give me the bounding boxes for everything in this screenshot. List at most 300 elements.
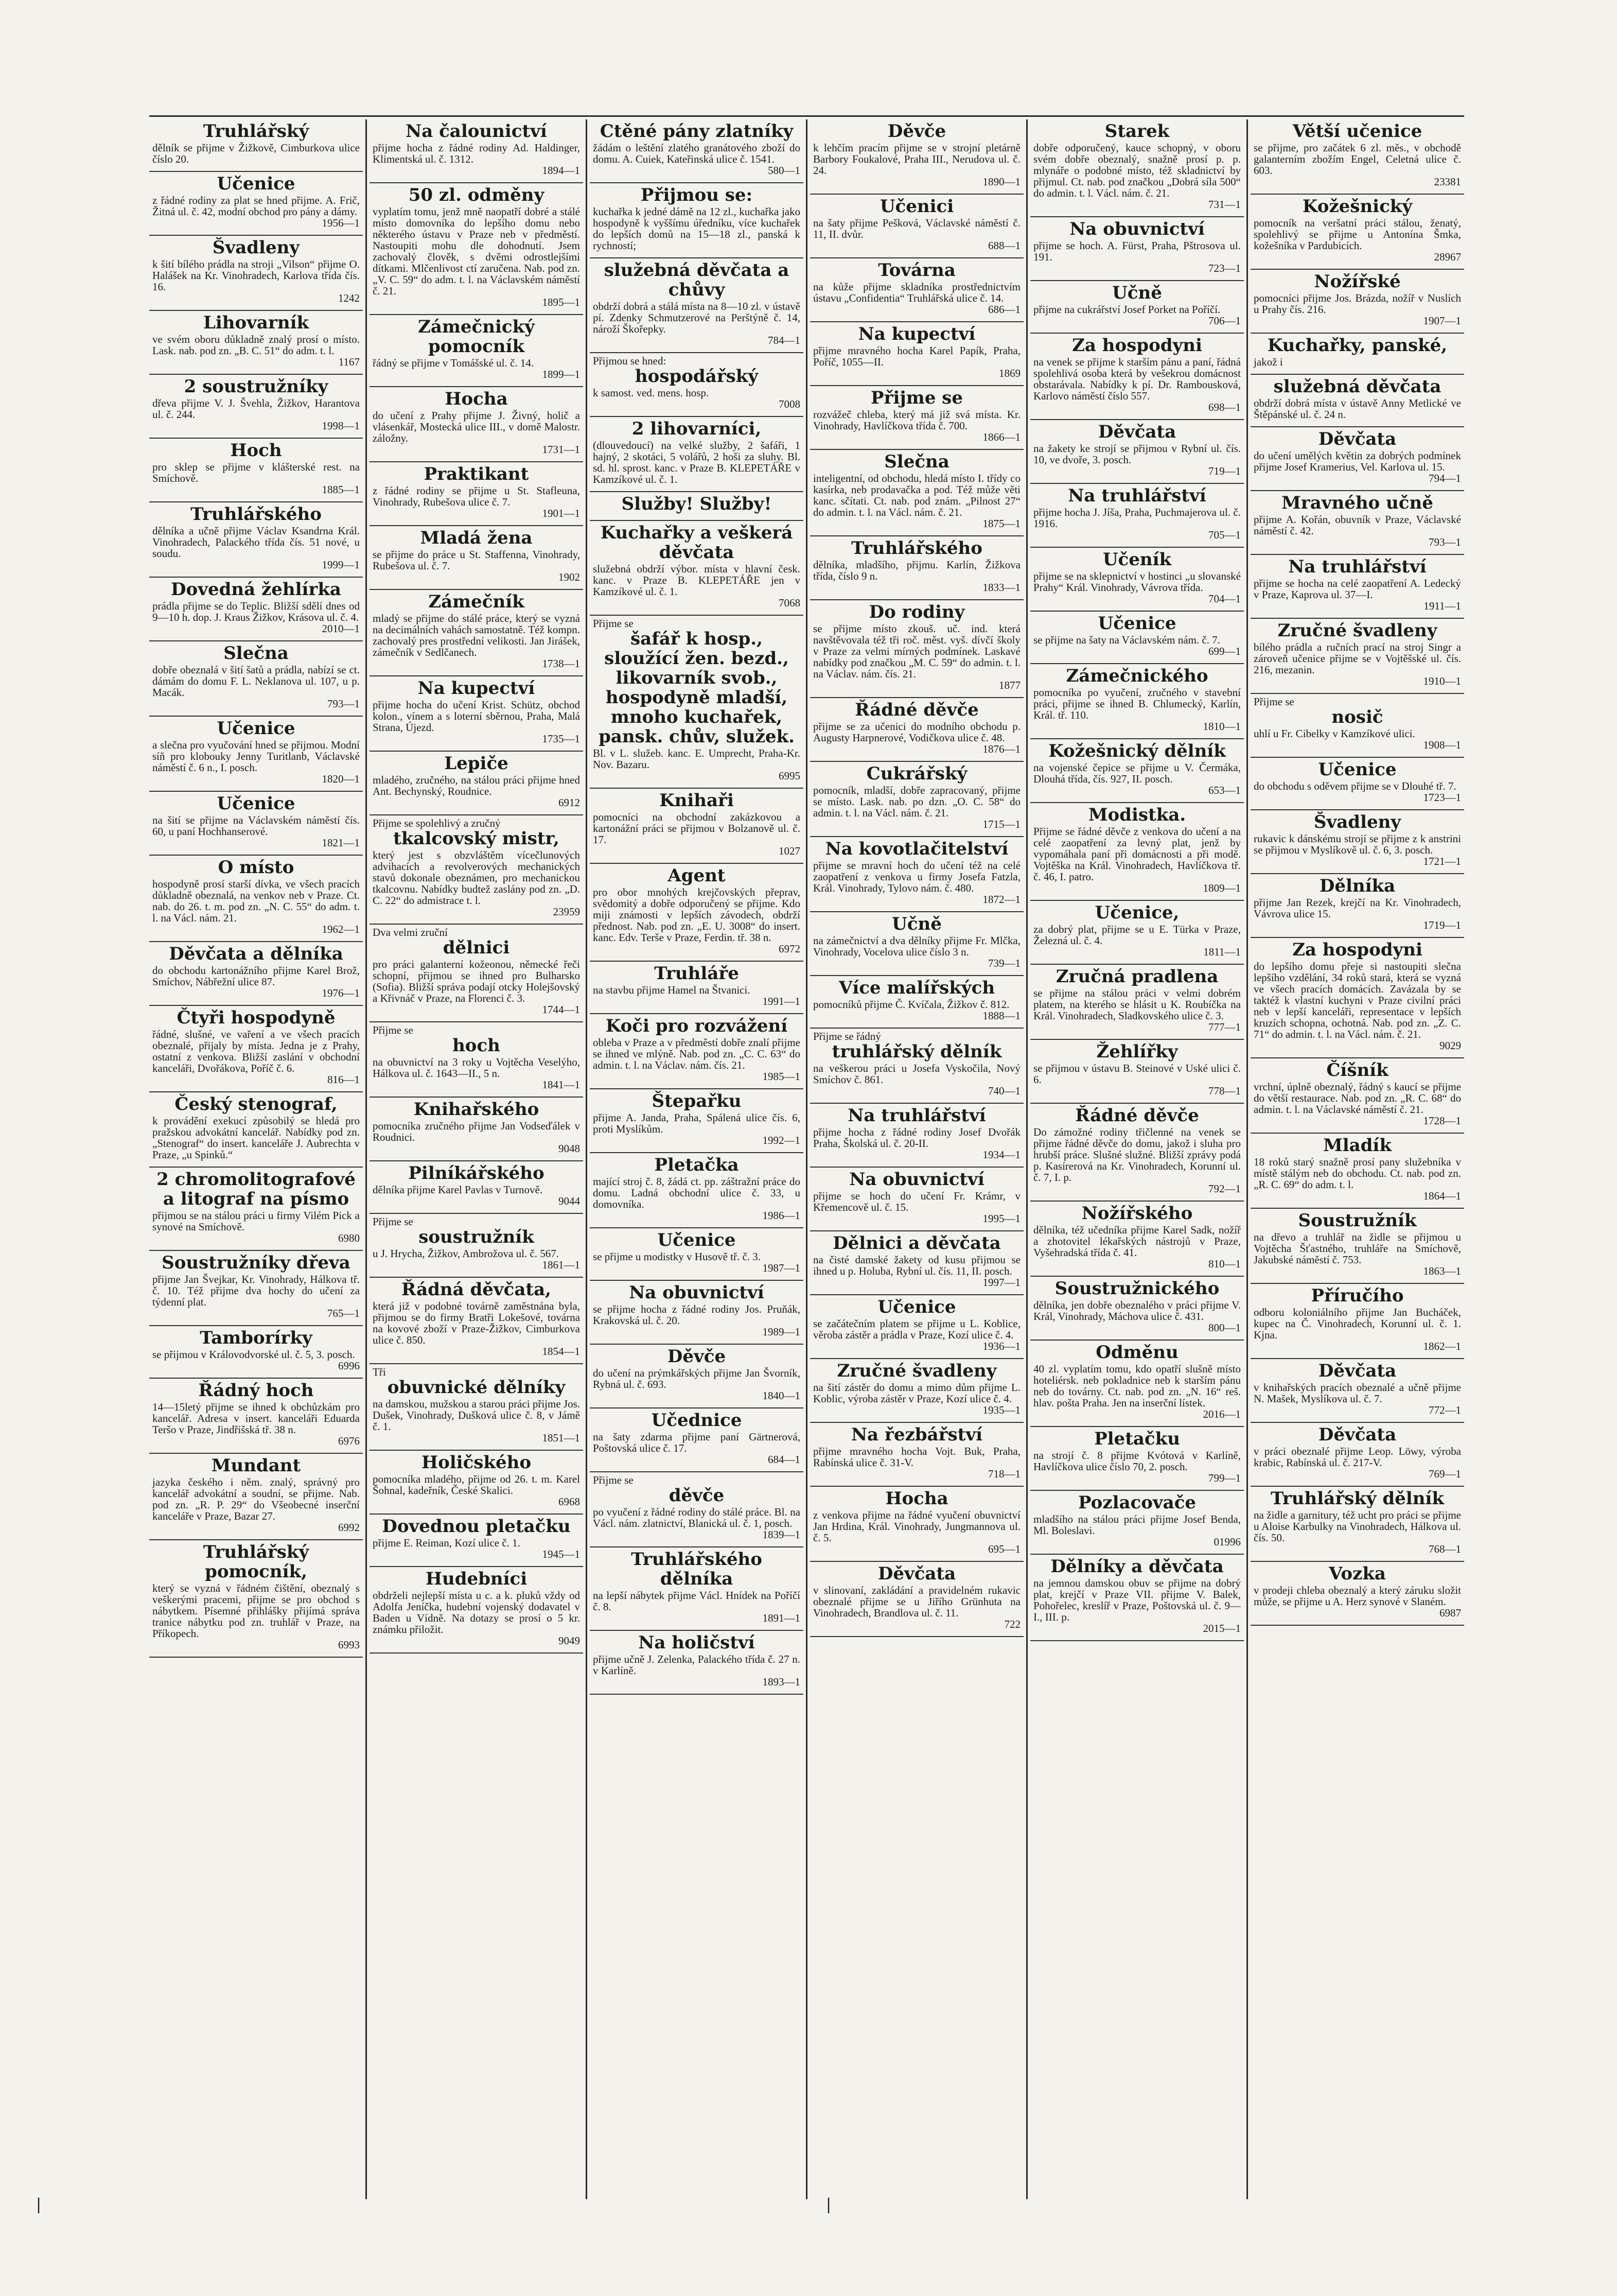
ad-number: 1991—1 bbox=[762, 995, 800, 1007]
ad-heading: Děvčata bbox=[1318, 1424, 1397, 1445]
ad-heading: Na řezbářství bbox=[851, 1424, 983, 1445]
classified-ad bbox=[810, 258, 1024, 322]
ad-heading: Knihařského bbox=[413, 1099, 539, 1120]
ad-heading: Zámečník bbox=[428, 592, 524, 612]
ad-number: 1908—1 bbox=[1423, 739, 1461, 751]
column-rule bbox=[1026, 119, 1028, 2199]
classified-ad bbox=[149, 119, 363, 172]
classified-ad bbox=[1030, 803, 1244, 901]
ad-number: 794—1 bbox=[1429, 472, 1461, 484]
ad-body: inteligentní, od obchodu, hledá místo I. třídy co kasírka, neb prodavačka a pod. Též může věti kanc. sčítati. Ct. nab. pod znám. „Pilnost 27“ do admin. t. l. na Václ. nám. č. 21. bbox=[813, 472, 1021, 518]
ad-body: přijme Jan Švejkar, Kr. Vinohrady, Hálkova tř. č. 10. Též přijme dva hochy do učení za týdenní plat. bbox=[152, 1273, 360, 1308]
classified-ad bbox=[149, 172, 363, 236]
classified-ad bbox=[590, 1228, 803, 1281]
ad-body: vyplatím tomu, jenž mně naopatří dobré a stálé místo domovníka do lepšího domu nebo některého ústavu v Praze neb v předměstí. Nastoupiti mohu dle dohodnutí. Jsem zachovalý člověk, s dvěmi odrostlejšími dítkami. Mlčenlivost ctí zaručena. Nab. pod zn. „V. C. 59“ do adm. t. l. na Václavském náměstí č. 21. bbox=[373, 205, 580, 297]
ad-prefix: Přijme se bbox=[373, 1024, 413, 1036]
classified-ad bbox=[1251, 1209, 1464, 1284]
ad-heading: Dělnici a děvčata bbox=[833, 1233, 1001, 1254]
classified-ad bbox=[370, 925, 583, 1022]
ad-heading: Tamborírky bbox=[200, 1328, 312, 1348]
ad-body: odboru koloniálního přijme Jan Bucháček, kupec na Č. Vinohradech, Korunní ul. č. 1. Kjna. bbox=[1254, 1306, 1461, 1341]
classified-ad bbox=[810, 1168, 1024, 1231]
ad-number: 718—1 bbox=[988, 1468, 1021, 1480]
ad-body: vrchní, úplně obeznalý, řádný s kaucí se přijme do větší restaurace. Nab. pod zn. „R. C. 68“ do admin. t. l. na Václavské náměstí č. 21. bbox=[1254, 1081, 1461, 1116]
ad-heading: Větší učenice bbox=[1292, 121, 1422, 142]
ad-heading: truhlářský dělník bbox=[832, 1041, 1002, 1062]
ad-heading: nosič bbox=[1331, 707, 1383, 727]
ad-number: 1866—1 bbox=[982, 431, 1021, 443]
classified-ad bbox=[590, 1408, 803, 1472]
classified-ad bbox=[1251, 334, 1464, 375]
classified-ad bbox=[149, 311, 363, 375]
classified-ad bbox=[1030, 484, 1244, 548]
ad-number: 1861—1 bbox=[542, 1259, 580, 1271]
ad-column bbox=[1251, 119, 1464, 2199]
ad-number: 723—1 bbox=[1208, 262, 1241, 274]
ad-body: Bl. v L. služeb. kanc. E. Umprecht, Praha-Kr. Nov. Bazaru. bbox=[593, 747, 800, 771]
classified-ad bbox=[590, 119, 803, 183]
ad-heading: Více malířských bbox=[838, 978, 995, 998]
ad-number: 1027 bbox=[779, 845, 800, 857]
classified-ad bbox=[590, 1472, 803, 1547]
ad-number: 6992 bbox=[338, 1521, 360, 1534]
ad-body: pomocníci na obchodní zakázkovou a kartonážní práci se přijmou v Bolzanově ul. č. 17. bbox=[593, 811, 800, 846]
ad-body: dělníka, jen dobře obeznalého v práci přijme V. Král, Vinohrady, Máchova ulice č. 431. bbox=[1033, 1299, 1241, 1323]
ad-heading: Číšník bbox=[1326, 1060, 1388, 1081]
ad-body: Přijme se řádné děvče z venkova do učení a na celé zaopatření za levný plat, jenž by vypomáhala paní při domácnosti a při modě. Vojtěška na Král. Vinohradech, Havlíčkova tř. č. 46, I. patro. bbox=[1033, 825, 1241, 883]
ad-number: 1999—1 bbox=[322, 559, 360, 571]
ad-number: 6912 bbox=[558, 796, 580, 809]
ad-body: mladého, zručného, na stálou práci přijme hned Ant. Bechynský, Roudnice. bbox=[373, 774, 580, 797]
ad-number: 1875—1 bbox=[982, 517, 1021, 530]
ad-prefix: Tři bbox=[373, 1366, 386, 1378]
ad-body: přijme se hoch do učení Fr. Krámr, v Křemencově ul. č. 15. bbox=[813, 1190, 1021, 1213]
top-border bbox=[149, 115, 1464, 117]
ad-heading: Hoch bbox=[230, 440, 282, 461]
classified-ad bbox=[590, 183, 803, 258]
ad-heading: Učenice bbox=[1098, 613, 1176, 634]
ad-heading: Učenice bbox=[657, 1230, 736, 1250]
classified-ad bbox=[1251, 375, 1464, 427]
ad-number: 1731—1 bbox=[542, 443, 580, 456]
classified-ad bbox=[590, 1153, 803, 1228]
ad-number: 1901—1 bbox=[542, 507, 580, 519]
classified-ad bbox=[370, 119, 583, 183]
ad-number: 23381 bbox=[1434, 176, 1461, 188]
ad-body: přijme hocha z řádné rodiny Ad. Haldinger, Klimentská ul. č. 1312. bbox=[373, 142, 580, 165]
ad-heading: Kožešnický bbox=[1302, 196, 1413, 217]
ad-body: služebná obdrží výbor. místa v hlavní česk. kanc. v Praze B. KLEPETÁŘE jen v Kamzíkové ul. č. 1. bbox=[593, 563, 800, 598]
ad-column bbox=[1030, 119, 1244, 2199]
ad-heading: Na truhlářství bbox=[1068, 485, 1206, 506]
ad-number: 1956—1 bbox=[322, 217, 360, 229]
ad-body: Do zámožné rodiny třičlenné na venek se přijme řádné děvče do domu, jakož i sluha pro hrubší práce. Slušné služné. Bližší zprávy podá p. Kasírerová na Kr. Vinohradech, Korunní ul. č. 7, I. p. bbox=[1033, 1126, 1241, 1184]
ad-number: 2010—1 bbox=[322, 622, 360, 635]
ad-number: 778—1 bbox=[1208, 1085, 1241, 1097]
ad-body: na kůže přijme skladníka prostřednictvím ústavu „Confidentia“ Truhlářská ulice č. 14. bbox=[813, 281, 1021, 304]
ad-number: 784—1 bbox=[768, 334, 800, 346]
ad-number: 1989—1 bbox=[762, 1326, 800, 1338]
classified-ad bbox=[810, 1231, 1024, 1295]
ad-heading: Ctěné pány zlatníky bbox=[600, 121, 794, 142]
classified-ad bbox=[149, 1540, 363, 1658]
ad-body: se přijme u modistky v Husově tř. č. 3. bbox=[593, 1250, 761, 1263]
ad-column bbox=[149, 119, 363, 2199]
classified-ad bbox=[1251, 270, 1464, 334]
ad-heading: Zručné švadleny bbox=[837, 1361, 997, 1381]
ad-number: 686—1 bbox=[988, 303, 1021, 316]
ad-number: 7068 bbox=[779, 597, 800, 609]
ad-body: do učení na prýmkářských přijme Jan Švorník, Rybná ul. č. 693. bbox=[593, 1367, 800, 1390]
ad-heading: Děvčata a dělníka bbox=[169, 944, 343, 964]
ad-heading: Truhlářského bbox=[851, 538, 982, 559]
ad-number: 6987 bbox=[1439, 1607, 1461, 1619]
ad-body: na šaty přijme Pešková, Václavské náměstí č. 11, II. dvůr. bbox=[813, 217, 1021, 240]
ad-heading: Do rodiny bbox=[869, 602, 965, 622]
ad-body: prádla přijme se do Teplic. Bližší sdělí dnes od 9—10 h. dop. J. Kraus Žižkov, Krásova ul. č. 4. bbox=[152, 600, 360, 623]
ad-heading: Mladá žena bbox=[420, 528, 533, 548]
ad-number: 1888—1 bbox=[982, 1010, 1021, 1022]
ad-number: 1744—1 bbox=[542, 1003, 580, 1016]
ad-body: pro sklep se přijme v klášterské rest. na Smíchově. bbox=[152, 461, 360, 484]
ad-body: 14—15letý přijme se ihned k obchůzkám pro kancelář. Adresa v insert. kanceláři Eduarda Teršo v Praze, Jindřišská tř. 38 n. bbox=[152, 1401, 360, 1436]
ad-body: který jest s obzvláštěm vícečlunových advihacích a revolverových mechanických stavů dokonale obeznámen, pro mechanickou tkalcovnu. Nabídky budtež zaslány pod zn. „D. C. 22“ do admistrace t. l. bbox=[373, 849, 580, 907]
ad-heading: Na kovotlačitelství bbox=[825, 839, 1009, 859]
classified-ad bbox=[1030, 1104, 1244, 1202]
classified-ad bbox=[1251, 195, 1464, 270]
ad-body: mladšího na stálou práci přijme Josef Benda, Ml. Boleslavi. bbox=[1033, 1513, 1241, 1537]
ad-number: 653—1 bbox=[1208, 784, 1241, 796]
ad-heading: dělnici bbox=[443, 937, 510, 958]
ad-heading: Hocha bbox=[445, 389, 508, 409]
ad-heading: Kuchařky a veškerá děvčata bbox=[600, 523, 793, 563]
ad-number: 6980 bbox=[338, 1232, 360, 1244]
classified-ad bbox=[149, 717, 363, 792]
ad-body: pomocník na veršatní práci stálou, ženatý, spolehlivý se přijme u Antonína Šmka, kožešníka v Pardubicích. bbox=[1254, 217, 1461, 252]
ad-number: 1862—1 bbox=[1423, 1340, 1461, 1352]
column-rule bbox=[1246, 119, 1248, 2199]
ad-heading: Děvčata bbox=[1318, 429, 1397, 449]
classified-ad bbox=[370, 815, 583, 925]
ad-body: na židle a garnitury, též ucht pro práci se přijme u Aloise Karbulky na Vinohradech, Hálkova ul. čís. 50. bbox=[1254, 1509, 1461, 1544]
ad-number: 1902 bbox=[558, 571, 580, 583]
ad-heading: Zámečnický pomocník bbox=[418, 317, 535, 357]
ad-heading: 50 zl. odměny bbox=[408, 185, 544, 205]
classified-ad bbox=[149, 1092, 363, 1168]
classified-ad bbox=[590, 962, 803, 1014]
ad-prefix: Přijme se bbox=[1254, 695, 1294, 708]
ad-heading: Koči pro rozvážení bbox=[605, 1016, 788, 1036]
ad-heading: Štepařku bbox=[652, 1091, 742, 1111]
margin-mark: | bbox=[826, 2196, 832, 2214]
ad-heading: Továrna bbox=[878, 260, 956, 281]
ad-prefix: Přijmou se hned: bbox=[593, 355, 666, 367]
ad-heading: Cukrářský bbox=[866, 763, 968, 784]
ad-heading: Zručné švadleny bbox=[1277, 620, 1437, 641]
classified-ad bbox=[149, 375, 363, 439]
ad-number: 1839—1 bbox=[762, 1528, 800, 1541]
classified-ad bbox=[1251, 1487, 1464, 1562]
classified-ad bbox=[1030, 548, 1244, 612]
ad-number: 699—1 bbox=[1208, 645, 1241, 657]
classified-ad bbox=[590, 1547, 803, 1631]
ad-body: hospodyně prosí starší dívka, ve všech pracích důkladně obeznalá, na venkov neb v Praze. Ct. nab. do 26. t. m. pod zn. „N. C. 55“ do adm. t. l. na Václ. nám. 21. bbox=[152, 878, 360, 924]
ad-number: 1721—1 bbox=[1423, 855, 1461, 867]
ad-body: dělníka, mladšího, přijmu. Karlín, Žižkova třída, číslo 9 n. bbox=[813, 559, 1021, 582]
ad-heading: Soustružník bbox=[1298, 1210, 1417, 1231]
ad-heading: obuvnické dělníky bbox=[387, 1377, 566, 1398]
ad-body: pomocníka mladého, přijme od 26. t. m. Karel Šohnal, kadeřník, České Skalici. bbox=[373, 1473, 580, 1497]
ad-heading: Čtyři hospodyně bbox=[177, 1007, 336, 1028]
ad-body: dělníka, též učedníka přijme Karel Sadk, nožíř a zhotovitel lékařských nástrojů v Praze, Vyšehradská třída č. 41. bbox=[1033, 1224, 1241, 1259]
ad-body: dělník se přijme v Žižkově, Cimburkova ulice číslo 20. bbox=[152, 142, 360, 165]
ad-number: 1738—1 bbox=[542, 657, 580, 670]
ad-prefix: Přijme se bbox=[373, 1215, 413, 1228]
ad-heading: Starek bbox=[1104, 121, 1170, 142]
ad-body: řádný se přijme v Tomášské ul. č. 14. bbox=[373, 357, 534, 369]
classified-ad bbox=[370, 676, 583, 752]
ad-number: 793—1 bbox=[1429, 536, 1461, 548]
ad-number: 1998—1 bbox=[322, 420, 360, 432]
classified-ad bbox=[810, 1562, 1024, 1637]
classified-ad bbox=[1030, 739, 1244, 803]
ad-heading: Soustružníky dřeva bbox=[162, 1253, 350, 1273]
classified-ad bbox=[810, 976, 1024, 1029]
ad-heading: služebná děvčata bbox=[1273, 376, 1442, 397]
classified-ad bbox=[149, 641, 363, 717]
classified-ad bbox=[1251, 1423, 1464, 1487]
ad-heading: Soustružnického bbox=[1054, 1278, 1220, 1299]
ad-body: z venkova přijme na řádné vyučení obuvnictví Jan Hrdina, Král. Vinohrady, Jungmannova ul. č. 5. bbox=[813, 1509, 1021, 1544]
ad-body: za dobrý plat, přijme se u E. Türka v Praze, Železná ul. č. 4. bbox=[1033, 923, 1241, 947]
ad-heading: Mladík bbox=[1323, 1135, 1392, 1156]
ad-number: 739—1 bbox=[988, 957, 1021, 969]
ad-number: 7008 bbox=[779, 398, 800, 410]
ad-body: přijme hocha J. Jíša, Praha, Puchmajerova ul. č. 1916. bbox=[1033, 506, 1241, 530]
ad-number: 1899—1 bbox=[542, 368, 580, 380]
ad-heading: Pletačka bbox=[654, 1155, 739, 1175]
classified-ad bbox=[590, 789, 803, 864]
ad-heading: Učně bbox=[1112, 283, 1162, 303]
ad-number: 704—1 bbox=[1208, 593, 1241, 605]
ad-body: do obchodu s oděvem přijme se v Dlouhé tř. 7. bbox=[1254, 780, 1456, 792]
ad-body: do obchodu kartonážního přijme Karel Brož, Smíchov, Nábřežní ulice 87. bbox=[152, 964, 360, 988]
ad-heading: Za hospodyni bbox=[1072, 335, 1202, 356]
ad-body: ve svém oboru důkladně znalý prosí o místo. Lask. nab. pod zn. „B. C. 51“ do adm. t. l. bbox=[152, 333, 360, 357]
ad-number: 688—1 bbox=[988, 239, 1021, 252]
ad-heading: Na obuvnictví bbox=[849, 1169, 985, 1190]
ad-number: 1976—1 bbox=[322, 987, 360, 999]
ad-number: 1854—1 bbox=[542, 1345, 580, 1358]
classified-ad bbox=[810, 762, 1024, 837]
ad-heading: Na obuvnictví bbox=[1069, 219, 1205, 239]
ad-heading: Lihovarník bbox=[203, 312, 309, 333]
ad-body: pomocníků přijme Č. Kvíčala, Žižkov č. 812. bbox=[813, 998, 1010, 1011]
classified-ad bbox=[1251, 1134, 1464, 1209]
classified-ad bbox=[149, 942, 363, 1006]
ad-body: na vojenské čepice se přijme u V. Čermáka, Dlouhá třída, čís. 927, II. posch. bbox=[1033, 761, 1241, 785]
ad-number: 695—1 bbox=[988, 1543, 1021, 1555]
ad-heading: Dovednou pletačku bbox=[382, 1516, 571, 1537]
classified-ad bbox=[149, 1168, 363, 1251]
classified-ad bbox=[590, 521, 803, 616]
ad-heading: hospodářský bbox=[635, 366, 759, 387]
ad-body: pomocníka po vyučení, zručného v stavební práci, přijme se ihned B. Chlumecký, Karlín, Král. tř. 110. bbox=[1033, 686, 1241, 721]
ad-body: žádám o leštění zlatého granátového zboží do domu. A. Cuiek, Kateřinská ulice č. 1541. bbox=[593, 142, 800, 165]
ad-number: 777—1 bbox=[1208, 1021, 1241, 1033]
ad-heading: Na obuvnictví bbox=[629, 1282, 764, 1303]
ad-body: 18 roků starý snažně prosí pany služebníka v místě stálým neb do obchodu. Ct. nab. pod zn. „R. C. 69“ do adm. t. l. bbox=[1254, 1156, 1461, 1191]
ad-heading: služebná děvčata a chůvy bbox=[604, 260, 789, 300]
ad-number: 1992—1 bbox=[762, 1134, 800, 1146]
classified-ad bbox=[590, 864, 803, 962]
classified-ad bbox=[810, 1029, 1024, 1104]
ad-body: k lehčím pracím přijme se v strojní pletárně Barbory Foukalové, Praha III., Nerudova ul. č. 24. bbox=[813, 142, 1021, 177]
ad-body: který se vyzná v řádném čištění, obeznalý s veškerými pracemi, přijme se pro obchod s nábytkem. Písemné přihlášky přijímá správa tranice nábytku pod zn. truhlář v Praze, na Příkopech. bbox=[152, 1582, 360, 1640]
ad-number: 6976 bbox=[338, 1435, 360, 1447]
ad-body: na venek se přijme k starším pánu a paní, řádná spolehlivá osoba která by vešekrou domácnost obstarávala. Nabídky k pí. Dr. Rambousková, Karlovo náměstí číslo 557. bbox=[1033, 356, 1241, 402]
classified-ad bbox=[810, 837, 1024, 912]
ad-number: 2015—1 bbox=[1203, 1622, 1241, 1634]
ad-heading: Žehlířky bbox=[1096, 1041, 1178, 1062]
classified-ad bbox=[1030, 965, 1244, 1040]
ad-heading: Pletačku bbox=[1094, 1429, 1180, 1449]
classified-ad bbox=[149, 1379, 363, 1454]
classified-ad bbox=[1030, 1341, 1244, 1427]
ad-number: 1986—1 bbox=[762, 1209, 800, 1222]
ad-heading: 2 soustružníky bbox=[184, 376, 328, 397]
ad-number: 768—1 bbox=[1429, 1543, 1461, 1555]
ad-number: 1997—1 bbox=[982, 1276, 1021, 1289]
ad-number: 800—1 bbox=[1208, 1321, 1241, 1334]
classified-ad bbox=[370, 526, 583, 590]
classified-ad bbox=[370, 1161, 583, 1214]
ad-number: 1869 bbox=[999, 367, 1021, 379]
classified-ad bbox=[149, 439, 363, 502]
ad-body: se přijme na stálou práci v velmi dobrém platem, na kterého se hlásit u K. Roubíčka na Král. Vinohradech, Sladkovského ulice č. 3. bbox=[1033, 987, 1241, 1022]
classified-ad bbox=[810, 119, 1024, 195]
ad-number: 1910—1 bbox=[1423, 675, 1461, 687]
classified-ad bbox=[370, 1214, 583, 1278]
ad-number: 1934—1 bbox=[982, 1149, 1021, 1161]
ad-number: 1811—1 bbox=[1203, 946, 1241, 958]
ad-body: pomocníci přijme Jos. Brázda, nožíř v Nuslích u Prahy čís. 216. bbox=[1254, 292, 1461, 316]
classified-ad bbox=[1251, 874, 1464, 938]
ad-heading: Nožířské bbox=[1314, 271, 1401, 292]
ad-body: na obuvnictví na 3 roky u Vojtěcha Veselýho, Hálkova ul. č. 1643—II., 5 n. bbox=[373, 1056, 580, 1080]
ad-body: na dřevo a truhlář na židle se přijmou u Vojtěcha Šťastného, truhláře na Smíchově, Jakubské náměstí č. 753. bbox=[1254, 1231, 1461, 1266]
ad-heading: Praktikant bbox=[424, 464, 529, 484]
ad-body: z řádné rodiny se přijme u St. Stafleuna, Vinohrady, Rubešova ulice č. 7. bbox=[373, 484, 580, 508]
classified-ad bbox=[810, 1295, 1024, 1359]
classified-ad bbox=[1030, 1202, 1244, 1277]
ad-heading: Učenice bbox=[1318, 759, 1397, 780]
classified-ad bbox=[810, 1104, 1024, 1168]
ad-number: 772—1 bbox=[1429, 1404, 1461, 1416]
ad-heading: Dělníky a děvčata bbox=[1050, 1556, 1224, 1577]
ad-heading: Slečna bbox=[223, 643, 289, 664]
classified-ad bbox=[1030, 1555, 1244, 1641]
classified-ad bbox=[810, 386, 1024, 450]
ad-heading: Mravného učně bbox=[1281, 493, 1433, 513]
ad-body: mladý se přijme do stálé práce, který se vyzná na decimálních vahách samostatně. Též kompn. zachovalý pres prostřední velikosti. Jan Jirášek, zámečník v Sedlčanech. bbox=[373, 612, 580, 658]
ad-number: 6972 bbox=[779, 943, 800, 955]
ad-body: dobře obeznalá v šití šatů a prádla, nabízí se ct. dámám do domu F. L. Neklanova ul. 107, u p. Macák. bbox=[152, 664, 360, 699]
ad-body: přijme se hoch. A. Fürst, Praha, Pštrosova ul. 191. bbox=[1033, 239, 1241, 263]
ad-heading: Holičského bbox=[421, 1452, 532, 1473]
ad-body: pomocník, mladší, dobře zapracovaný, přijme se místo. Lask. nab. po dzn. „O. C. 58“ do admin. t. l. na Václ. nám. č. 21. bbox=[813, 784, 1021, 819]
classified-ad bbox=[590, 353, 803, 417]
ad-number: 1820—1 bbox=[322, 773, 360, 785]
ad-heading: Děvče bbox=[667, 1346, 726, 1367]
classified-ad bbox=[810, 1359, 1024, 1423]
classified-ad bbox=[590, 1089, 803, 1153]
classified-ad bbox=[1030, 1040, 1244, 1104]
ad-number: 1863—1 bbox=[1423, 1265, 1461, 1277]
ad-body: se přijmou v ústavu B. Steinové v Uské ulici č. 6. bbox=[1033, 1062, 1241, 1086]
ad-prefix: Dva velmi zruční bbox=[373, 926, 448, 938]
ad-body: na veškerou práci u Josefa Vyskočila, Nový Smíchov č. 861. bbox=[813, 1062, 1021, 1086]
ad-prefix: Přijme se bbox=[593, 617, 634, 630]
classified-ad bbox=[149, 1454, 363, 1540]
ad-body: přijme se hocha na celé zaopatření A. Ledecký v Praze, Kaprova ul. 37—I. bbox=[1254, 577, 1461, 601]
ad-heading: 2 lihovarníci, bbox=[631, 419, 762, 439]
classified-ad bbox=[149, 236, 363, 311]
classified-ad bbox=[149, 578, 363, 641]
ad-body: se přijme do práce u St. Staffenna, Vinohrady, Rubešova ul. č. 7. bbox=[373, 548, 580, 572]
ad-number: 1840—1 bbox=[762, 1389, 800, 1402]
classified-ad bbox=[1251, 694, 1464, 758]
ad-body: obdrží dobrá místa v ústavě Anny Metlické ve Štěpánské ul. č. 24 n. bbox=[1254, 397, 1461, 421]
ad-number: 1833—1 bbox=[982, 581, 1021, 594]
ad-heading: Za hospodyni bbox=[1292, 940, 1422, 960]
ad-number: 1945—1 bbox=[542, 1548, 580, 1560]
ad-body: v prodeji chleba obeznalý a který záruku složit může, se přijme u A. Herz synové v Slaném. bbox=[1254, 1584, 1461, 1608]
ad-number: 1962—1 bbox=[322, 923, 360, 935]
ad-prefix: Přijme se bbox=[593, 1474, 634, 1486]
ad-number: 698—1 bbox=[1208, 401, 1241, 413]
ad-body: pro práci galanterní kožeonou, německé řeči schopní, přijmou se ihned pro Bulharsko (Sofia). Bližší správa podají otcky Holejšovský a Křivnáč v Praze, na Florenci č. 3. bbox=[373, 958, 580, 1004]
ad-body: obleba v Praze a v předměstí dobře znalí přijme se ihned ve mlýně. Nab. pod zn. „C. C. 63“ do admin. t. l. na Václav. nám. čís. 21. bbox=[593, 1036, 800, 1071]
classified-ad bbox=[149, 502, 363, 578]
ad-body: na žakety ke strojí se přijmou v Rybní ul. čís. 10, ve dvoře, 3. posch. bbox=[1033, 442, 1241, 466]
ad-heading: Pilníkářského bbox=[408, 1163, 544, 1184]
ad-heading: Hocha bbox=[885, 1488, 948, 1509]
ad-body: na šití se přijme na Václavském náměstí čís. 60, u paní Hochhanserové. bbox=[152, 814, 360, 838]
classified-ad bbox=[370, 1567, 583, 1654]
ad-number: 1876—1 bbox=[982, 743, 1021, 755]
classified-ad bbox=[370, 1515, 583, 1567]
ad-number: 740—1 bbox=[988, 1085, 1021, 1097]
ad-heading: Hudebníci bbox=[425, 1569, 528, 1589]
classified-ad bbox=[810, 698, 1024, 762]
classified-ad bbox=[810, 1423, 1024, 1487]
classified-ad bbox=[810, 1487, 1024, 1562]
ad-body: kuchařka k jedné dámě na 12 zl., kuchařka jako hospodyně k vyššímu úředníku, více kuchařek do lepších domů na 15—18 zl., panská k rychností; bbox=[593, 205, 800, 252]
ad-number: 1821—1 bbox=[322, 837, 360, 849]
classified-ad bbox=[370, 183, 583, 315]
classified-ad bbox=[370, 387, 583, 462]
ad-heading: Řádné děvče bbox=[1075, 1105, 1199, 1126]
ad-body: přijme mravného hocha Vojt. Buk, Praha, Rabínská ulice č. 31-V. bbox=[813, 1445, 1021, 1469]
classified-ad bbox=[149, 1251, 363, 1326]
ad-body: přijme A. Kořán, obuvník v Praze, Václavské náměstí č. 42. bbox=[1254, 513, 1461, 537]
ad-heading: Mundant bbox=[211, 1455, 301, 1476]
ad-heading: Řádné děvče bbox=[855, 700, 979, 720]
ad-body: v slinovaní, zakládání a pravidelném rukavic obeznalé přijme se u Jiřího Grünhuta na Vinohradech, Brandlova ul. č. 11. bbox=[813, 1584, 1021, 1619]
ad-body: pro obor mnohých krejčovských přeprav, svědomitý a dobře odporučený se přijme. Kdo miji známosti v lepších závodech, obdrží přednost. Nab. pod zn. „E. U. 3008“ do insert. kanc. Edv. Terše v Praze, Ferdin. tř. 38 n. bbox=[593, 886, 800, 944]
ad-heading: Na holičství bbox=[638, 1632, 755, 1653]
